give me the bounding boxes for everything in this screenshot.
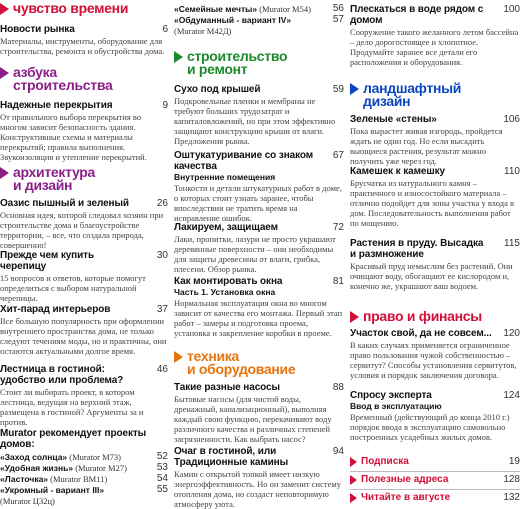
item-desc: Сооружение такого желанного летом бассейна – дело дорогостоящее и хлопотное. Продумайте заранее все детали его расположения и оборудования. (350, 27, 519, 67)
toc-item-roof[interactable] (174, 84, 344, 146)
toc-item-news[interactable] (0, 24, 168, 56)
page-number: 94 (332, 446, 344, 457)
page-number: 6 (162, 24, 168, 35)
toc-item-murator-projects (0, 428, 168, 450)
toc-item-varnish[interactable] (174, 222, 344, 274)
item-desc: Камин с открытой топкой имеет низкую энергоэффективность. Но он заменит систему отопления дома, но создаст неповторимую атмосферу уюта. (174, 469, 341, 509)
page-number: 9 (162, 100, 168, 111)
item-desc: Красивый пруд немыслим без растений. Они очищают воду, обогащают ее кислородом и, конечно же, украшают ваш водоем. (350, 261, 513, 291)
page-number: 57 (332, 14, 344, 25)
page-number: 19 (508, 456, 520, 467)
toc-item-pond-plants[interactable] (350, 238, 520, 291)
project-line[interactable]: «Обдуманный - вариант IV» 57 (174, 14, 344, 25)
arrow-icon (350, 493, 357, 503)
item-title: Лакируем, защищаем (174, 222, 278, 233)
arrow-icon (350, 83, 359, 95)
toc-item-floors[interactable] (0, 100, 168, 162)
item-title: Участок свой, да не совсем... (350, 328, 492, 339)
item-desc: Стоит ли выбирать проект, в котором лестница, ведущая на верхний этаж, размещена в гостиной? Аргументы за и против. (0, 387, 144, 427)
item-desc: Бытовые насосы (для чистой воды, дренажный, канализационный), выполняя каждый свою функцию, перекачивают воду различного качества и различных степеней загрязненности. Как выбрать насос? (174, 394, 332, 444)
page-number: 67 (332, 150, 344, 161)
page-number: 59 (332, 84, 344, 95)
item-subtitle: Внутренние помещения (174, 172, 276, 182)
item-title: Лестница в гостиной: удобство или проблема? (0, 364, 124, 386)
page-number: 88 (332, 382, 344, 393)
page-number: 81 (332, 276, 344, 287)
item-title: Сухо под крышей (174, 84, 261, 95)
section-heading-law: право и финансы (350, 310, 482, 323)
item-title: Зеленые «стены» (350, 114, 437, 125)
toc-item-paving[interactable] (350, 166, 520, 228)
item-title: Надежные перекрытия (0, 100, 113, 111)
page-number: 52 (156, 451, 168, 462)
project-line-code: (Murator M42Д) (174, 26, 232, 36)
item-desc: Все большую популярность при оформлении внутреннего пространства дома, не только следуют течениям моды, но и практичны, они остаются актуальными долгое время. (0, 316, 167, 356)
project-line[interactable]: «Удобная жизнь» (Murator M27) 53 (0, 462, 168, 473)
divider (350, 489, 520, 490)
footer-link-addresses[interactable]: Полезные адреса 128 (350, 474, 520, 485)
toc-item-plaster[interactable] (174, 150, 344, 223)
item-desc: Тонкости и детали штукатурных работ в доме, о которых стоит узнать заранее, чтобы впоследствии не тратить время на исправление ошибок. (174, 183, 342, 223)
item-desc: Материалы, инструменты, оборудование для строительства, ремонта и обустройства дома. (0, 36, 165, 56)
item-title: Новости рынка (0, 24, 75, 35)
section-heading-tech: техника и оборудование (174, 350, 295, 376)
toc-item-fireplace[interactable] (174, 446, 344, 509)
page-number: 53 (156, 462, 168, 473)
item-desc: 15 вопросов и ответов, которые помогут определиться с выбором натуральной черепицы. (0, 273, 146, 303)
footer-link-subscription[interactable]: Подписка 19 (350, 456, 520, 467)
toc-item-servitude[interactable] (350, 328, 520, 380)
item-desc: Нормальная эксплуатация окна во многом зависит от качества его монтажа. Первый этап работ – замеры и подготовка проема, установка и закрепление коробки в проеме. (174, 298, 343, 338)
project-line[interactable]: «Семейные мечты» (Murator M54) 56 (174, 3, 344, 14)
page-number: 128 (503, 474, 520, 485)
page-number: 56 (332, 3, 344, 14)
page-number: 54 (156, 473, 168, 484)
project-line[interactable]: «Ласточка» (Murator BM11) 54 (0, 473, 168, 484)
toc-item-green-walls[interactable] (350, 114, 520, 166)
item-title: Плескаться в воде рядом с домом (350, 4, 484, 26)
toc-item-windows[interactable] (174, 276, 344, 338)
item-title: Хит-парад интерьеров (0, 304, 111, 315)
page-number: 26 (156, 198, 168, 209)
arrow-icon (350, 311, 359, 323)
page-number: 100 (503, 4, 520, 15)
arrow-icon (350, 475, 357, 485)
item-title: Очаг в гостиной, или Традиционные камины (174, 446, 289, 468)
section-heading-repair: строительство и ремонт (174, 50, 287, 76)
item-title: Прежде чем купить черепицу (0, 250, 95, 272)
footer-link-next-issue[interactable]: Читайте в августе 132 (350, 492, 520, 503)
item-title: Камешек к камешку (350, 166, 445, 177)
section-heading-building: азбука строительства (0, 66, 112, 92)
item-title: Как монтировать окна (174, 276, 283, 287)
page-number: 46 (156, 364, 168, 375)
item-title: Растения в пруду. Высадка и размножение (350, 238, 484, 260)
item-desc: В каких случаях применяется ограниченное право пользования чужой собственностью – сервитут? Способы установления сервитутов, условия и порядок заключения договора. (350, 340, 517, 380)
toc-item-oasis[interactable] (0, 198, 168, 250)
item-desc: Основная идея, которой следовал хозяин при строительстве дома и благоустройстве территории, – все, что создала природа, совершенно! (0, 210, 164, 250)
toc-item-pool[interactable] (350, 4, 520, 67)
project-line[interactable]: «Заход солнца» (Murator M73) 52 (0, 451, 168, 462)
toc-item-stairs[interactable] (0, 364, 168, 427)
item-subtitle: Ввод в эксплуатацию (350, 401, 442, 411)
page-number: 110 (504, 166, 520, 177)
arrow-icon (174, 51, 183, 63)
item-subtitle: Часть 1. Установка окна (174, 287, 276, 297)
page-number: 30 (156, 250, 168, 261)
item-title: Оштукатуривание со знаком качества (174, 150, 314, 172)
page-number: 72 (332, 222, 344, 233)
page-number: 132 (503, 492, 520, 503)
project-line[interactable]: «Укромный - вариант III» 55 (0, 484, 168, 495)
project-line-code: (Murator Ц32ц) (0, 496, 55, 506)
toc-item-interiors[interactable] (0, 304, 168, 356)
toc-item-pumps[interactable] (174, 382, 344, 444)
arrow-icon (0, 67, 9, 79)
arrow-icon (0, 167, 9, 179)
divider (350, 471, 520, 472)
arrow-icon (174, 351, 183, 363)
page-number: 55 (156, 484, 168, 495)
item-desc: От правильного выбора перекрытия во многом зависит безопасность здания. Конструктивные схемы и материалы перекрытий; правила выполнения. Звукоизоляция и утепление перекрытий. (0, 112, 147, 162)
toc-item-tile[interactable] (0, 250, 168, 303)
item-title: Murator рекомендует проекты домов: (0, 428, 147, 450)
page-number: 115 (504, 238, 520, 249)
item-desc: Брусчатка из натурального камня – практичного и износостойкого материала – отлично подойдет для зоны участка у входа в дом. Последовательность выполнения работ по мощению. (350, 178, 515, 228)
toc-item-expert[interactable] (350, 390, 520, 442)
item-title: Спросу эксперта (350, 390, 432, 401)
section-heading-time: чувство времени (0, 2, 128, 15)
section-heading-landscape: ландшафтный дизайн (350, 82, 461, 108)
page-number: 37 (156, 304, 168, 315)
section-heading-architecture: архитектура и дизайн (0, 166, 95, 192)
arrow-icon (350, 457, 357, 467)
page-number: 124 (503, 390, 520, 401)
item-desc: Пока вырастет живая изгородь, пройдется ждать не один год. Но если высадить вьющиеся растения, результат можно получить уже через год. (350, 126, 503, 166)
page-number: 120 (503, 328, 520, 339)
item-title: Оазис пышный и зеленый (0, 198, 129, 209)
page-number: 106 (503, 114, 520, 125)
item-title: Такие разные насосы (174, 382, 280, 393)
item-desc: Временный (действующий до конца 2010 г.) порядок ввода в эксплуатацию самовольно построенных усадебных жилых домов. (350, 412, 510, 442)
item-desc: Подкровельные пленки и мембраны не требуют больших трудозатрат и капиталовложений, но при этом эффективно защищают конструкцию крыши от влаги. Предложения рынка. (174, 96, 336, 146)
arrow-icon (0, 3, 9, 15)
item-desc: Лаки, пропитки, лазури не просто украшают деревянные поверхности – они необходимы для защиты древесины от влаги, грибка, плесени. Обзор рынка. (174, 234, 336, 274)
